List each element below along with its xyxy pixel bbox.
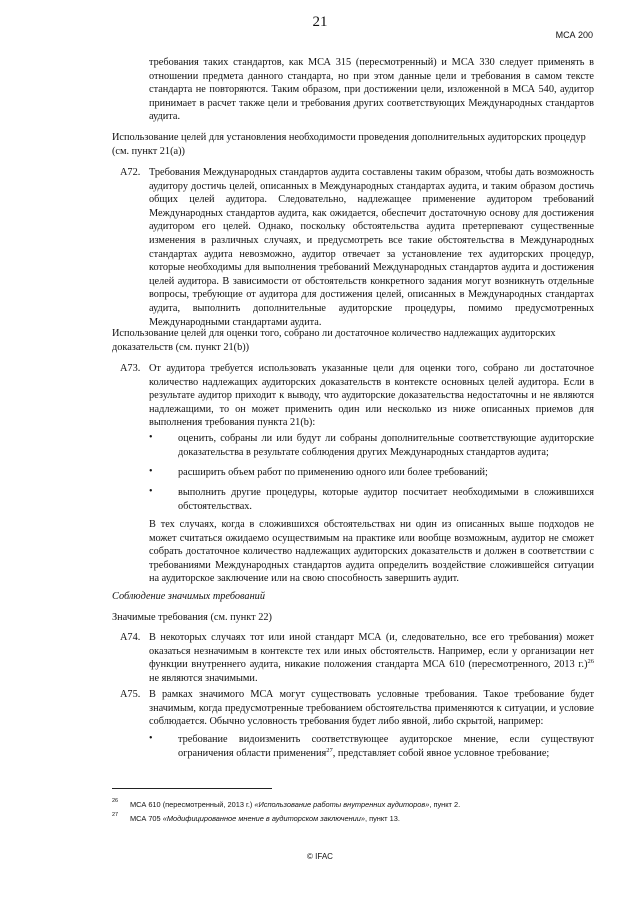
bullet-item: требование видоизменить соответствующее аудиторское мнение, если существуют ограничения области применения$^{27}$, представляет собой явное условное требование; — [178, 734, 594, 759]
section-heading-italic: Соблюдение значимых требований — [112, 591, 265, 602]
page-number: 21 — [312, 14, 328, 30]
footnote: МСА 705 «Модифицированное мнение в аудиторском заключении», пункт 13. — [130, 814, 400, 823]
paragraph-number-a72: A72. — [120, 167, 141, 178]
section-heading-a: Использование целей для установления необходимости проведения дополнительных аудиторских процедур (см. пункт 21(a)) — [112, 132, 586, 157]
paragraph-a73-closing: В тех случаях, когда в сложившихся обстоятельствах ни один из описанных выше подходов не может считаться ожидаемо осуществимым на практике или вообще возможным, аудитор не сможет собрать достаточное количество надлежащих аудиторских доказательств и должен в соответствии с требованиями Международных стандартов аудита определить воздействие сложившейся ситуации на аудиторское заключение или на свою способность завершить аудит. — [149, 519, 594, 585]
paragraph-a75: В рамках значимого МСА могут существовать условные требования. Такое требование будет значимым, когда предусмотренные требованием обстоятельства применяются к ситуации, и условие соблюдается. Обычно условность требования будет либо явной, либо скрытой, например: — [149, 689, 594, 728]
bullet-item: расширить объем работ по применению одного или более требований; — [178, 467, 488, 478]
footnote-divider — [112, 788, 272, 789]
paragraph-number-a73: A73. — [120, 363, 141, 374]
paragraph-number-a74: A74. — [120, 632, 141, 643]
intro-paragraph: требования таких стандартов, как МСА 315 (пересмотренный) и МСА 330 следует применять в отношении предмета данного стандарта, но при этом данные цели и требования в самом тексте стандарта не повторяются. Таким образом, при достижении цели, изложенной в МСА 540, аудитор принимает в расчет также цели и требования других соответствующих Международных стандартов аудита. — [149, 57, 594, 123]
bullet-marker: • — [149, 432, 153, 443]
paragraph-number-a75: A75. — [120, 689, 141, 700]
bullet-marker: • — [149, 486, 153, 497]
paragraph-a74: В некоторых случаях тот или иной стандарт МСА (и, следовательно, все его требования) может оказаться незначимым в контексте тех или иных обстоятельств. Например, если у организации нет функции внутреннего аудита, никакие положения стандарта МСА 610 (пересмотренного, 2013 г.)$^{26}$ не являются значимыми. — [149, 632, 594, 684]
footnote-ref: 27 — [326, 746, 333, 754]
bullet-item: выполнить другие процедуры, которые аудитор посчитает необходимыми в сложившихся обстоятельствах. — [178, 487, 594, 512]
document-code: МСА 200 — [555, 30, 593, 40]
footnote-marker: 26 — [112, 798, 119, 804]
footnote: МСА 610 (пересмотренный, 2013 г.) «Использование работы внутренних аудиторов», пункт 2. — [130, 800, 461, 809]
bullet-marker: • — [149, 466, 153, 477]
section-heading-relevant: Значимые требования (см. пункт 22) — [112, 612, 272, 623]
copyright-footer: © IFAC — [307, 852, 333, 861]
paragraph-a72: Требования Международных стандартов аудита составлены таким образом, чтобы дать возможность аудитору достичь целей, описанных в Международных стандартах аудита, и таким образом достичь общих целей аудитора. Следовательно, надлежащее применение аудитором требований Международных стандартов аудита, как ожидается, обеспечит достаточную основу для достижения аудитором его целей. Однако, поскольку обстоятельства аудита претерпевают существенные изменения в различных случаях, и предусмотреть все такие обстоятельства в Международных стандартах аудита невозможно, аудитор отвечает за установление тех аудиторских процедур, которые необходимы для выполнения требований Международных стандартов аудита и достижения целей аудитора. В зависимости от обстоятельств конкретного задания могут возникнуть отдельные вопросы, требующие от аудитора для достижения целей, описанных в Международных стандартах аудита, выполнить дополнительные аудиторские процедуры, помимо предусмотренных Международными стандартами аудита. — [149, 167, 594, 328]
footnote-marker: 27 — [112, 812, 119, 818]
footnote-ref: 26 — [587, 658, 594, 666]
bullet-item: оценить, собраны ли или будут ли собраны дополнительные соответствующие аудиторские доказательства в результате соблюдения других Международных стандартов аудита; — [178, 433, 594, 458]
section-heading-b: Использование целей для оценки того, собрано ли достаточное количество надлежащих аудиторских доказательств (см. пункт 21(b)) — [112, 328, 556, 353]
paragraph-a73: От аудитора требуется использовать указанные цели для оценки того, собрано ли достаточное количество надлежащих аудиторских доказательств в контексте основных целей аудитора. Если в результате аудитор приходит к выводу, что аудиторские доказательства недостаточны и не являются надлежащими, то он может применить один или несколько из ниже описанных приемов для выполнения требования пункта 21(b): — [149, 363, 594, 429]
bullet-marker: • — [149, 733, 153, 744]
